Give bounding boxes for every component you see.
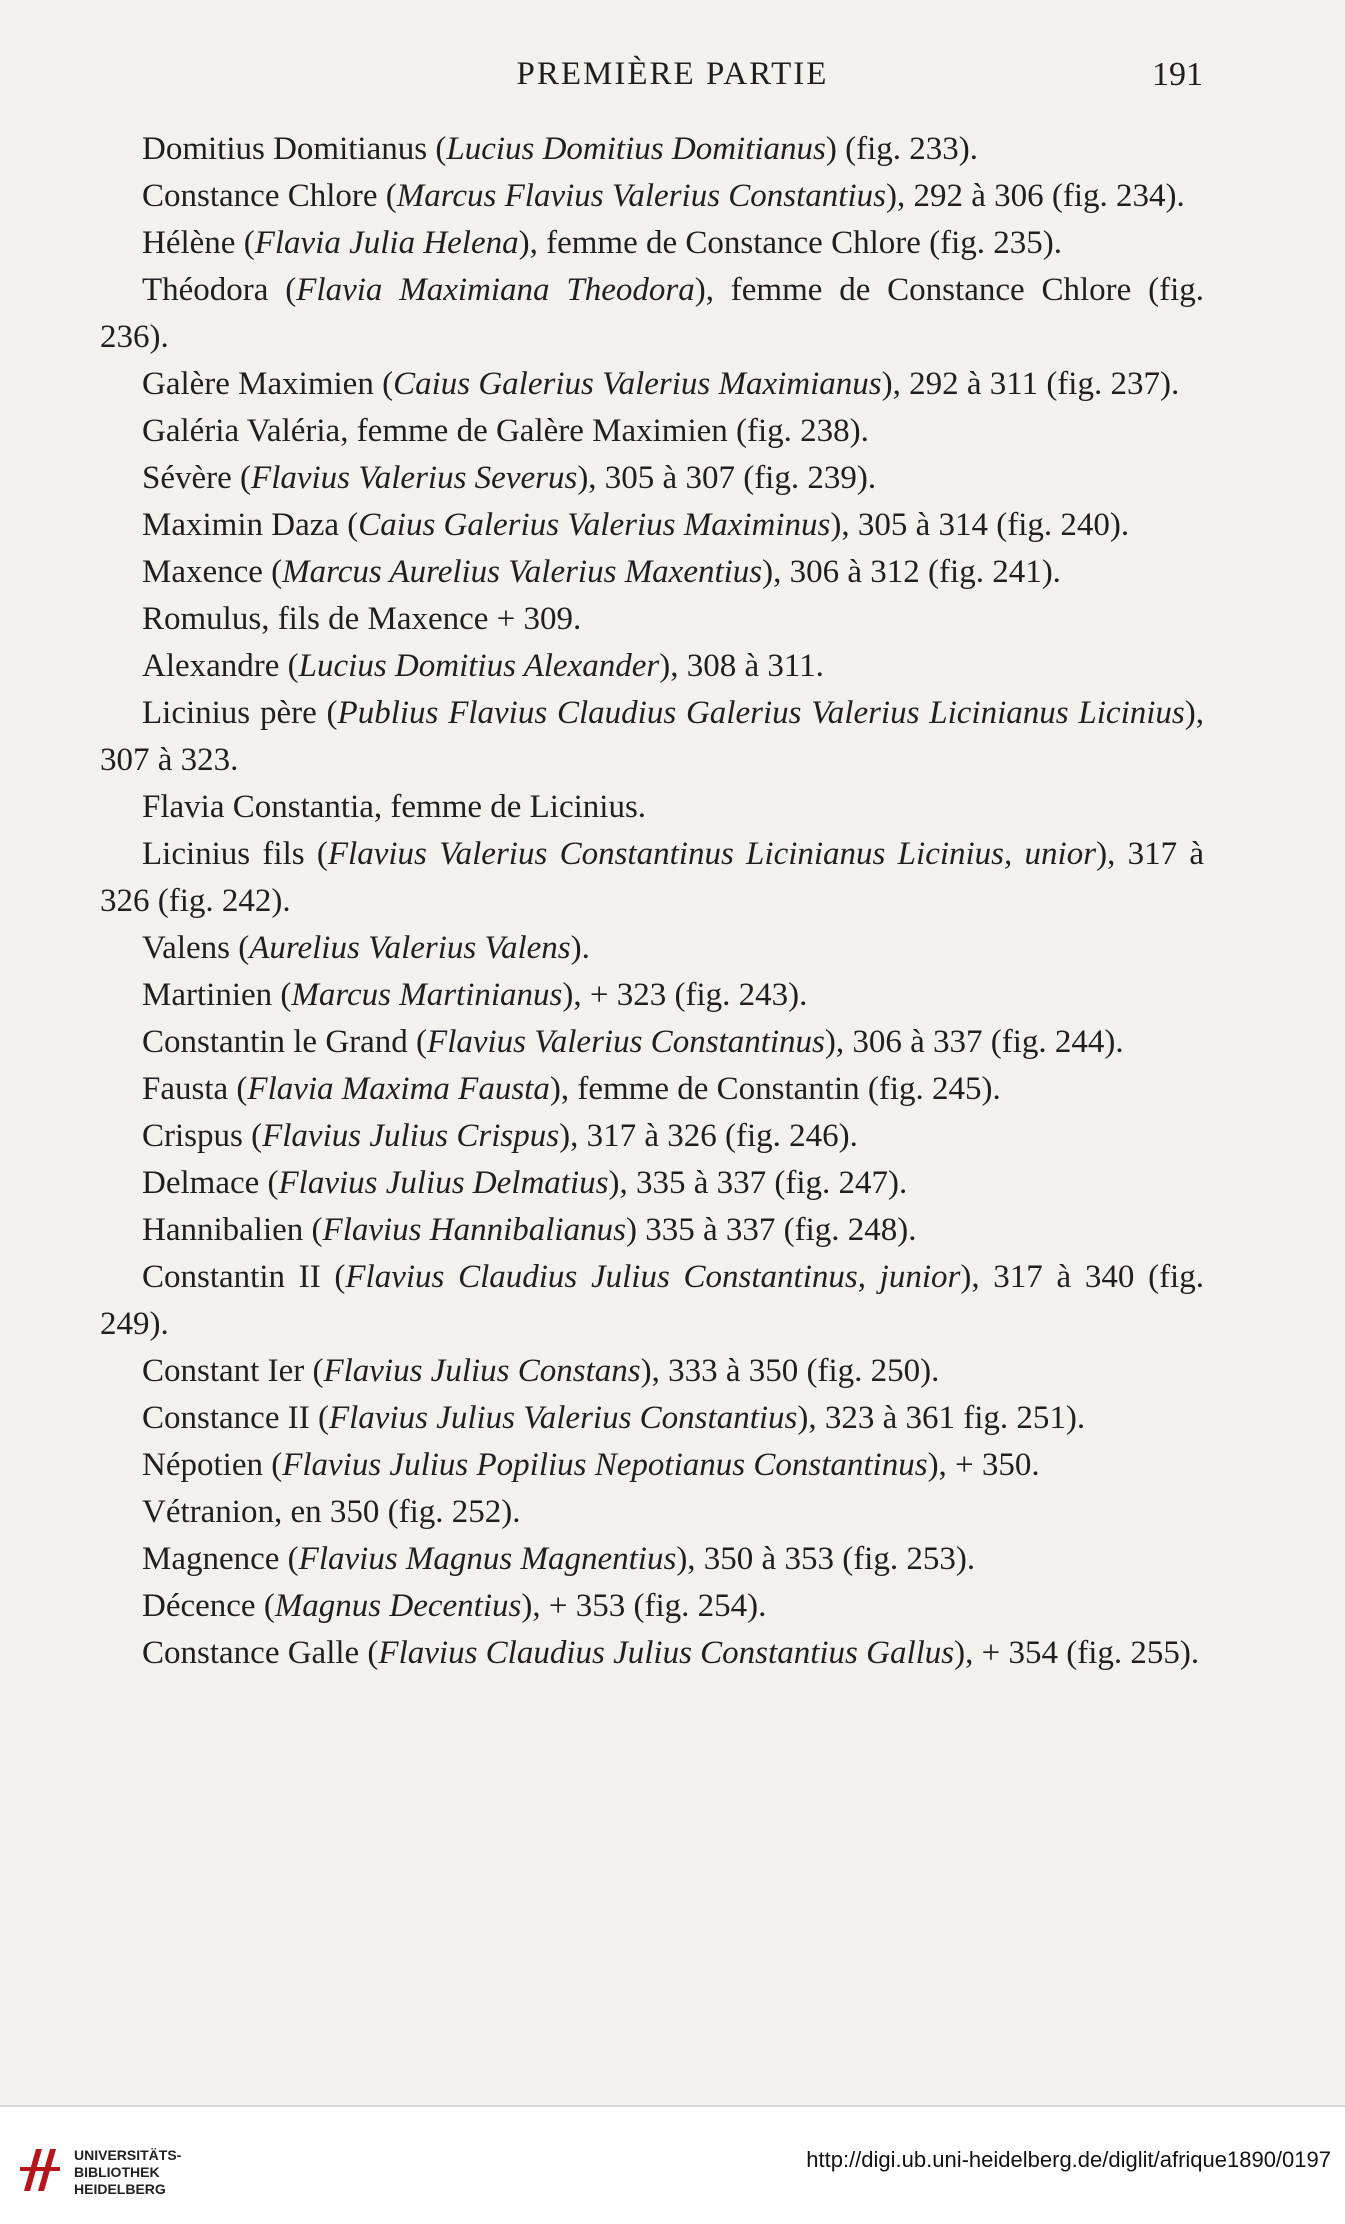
entry-line (100, 1160, 1204, 1207)
entry-latin-name: Flavius Julius Constans (323, 1353, 641, 1389)
entry-name: Vétranion, en 350 (fig. 252). (142, 1494, 521, 1530)
entry-name: Martinien ( (142, 977, 292, 1013)
entry-line (100, 784, 1204, 831)
entry-latin-name: Caius Galerius Valerius Maximianus (393, 366, 882, 402)
entry-latin-name: Flavius Magnus Magnentius (298, 1541, 677, 1577)
entry-name: Valens ( (142, 930, 250, 966)
entry-details: ), + 354 (fig. 255). (954, 1635, 1200, 1671)
entry-line (100, 1207, 1204, 1254)
entry-details: ) 335 à 337 (fig. 248). (625, 1212, 917, 1248)
entry-details: ), 305 à 314 (fig. 240). (830, 507, 1130, 543)
entry-details: ). (570, 930, 590, 966)
entry-name: Licinius père ( (142, 695, 338, 731)
entry-latin-name: Flavius Valerius Constantinus (427, 1024, 825, 1060)
entry-name: Sévère ( (142, 460, 252, 496)
entry-name: Décence ( (142, 1588, 275, 1624)
running-header (0, 56, 1345, 106)
entry-latin-name: Lucius Domitius Alexander (298, 648, 660, 684)
entry-line (100, 455, 1204, 502)
entry-line (100, 1489, 1204, 1536)
entry-latin-name: Flavia Julia Helena (254, 225, 519, 261)
entry-latin-name: Flavia Maxima Fausta (247, 1071, 550, 1107)
logo-line-2: BIBLIOTHEK (74, 2164, 160, 2180)
entry-latin-name: Publius Flavius Claudius Galerius Valerius Licinianus Licinius (337, 695, 1185, 731)
entry-details: ), 333 à 350 (fig. 250). (640, 1353, 940, 1389)
entry-name: Constance Chlore ( (142, 178, 397, 214)
entry-latin-name: Aurelius Valerius Valens (249, 930, 571, 966)
entry-line (100, 220, 1204, 267)
entry-line (100, 502, 1204, 549)
entry-name: Hélène ( (142, 225, 255, 261)
entry-line (100, 126, 1204, 173)
entry-latin-name: Flavius Julius Popilius Nepotianus Constantinus (282, 1447, 928, 1483)
entry-details: ), + 353 (fig. 254). (521, 1588, 767, 1624)
entry-line (100, 549, 1204, 596)
entry-latin-name: Marcus Martinianus (291, 977, 563, 1013)
entry-latin-name: Flavius Hannibalianus (322, 1212, 626, 1248)
entry-details: ), + 323 (fig. 243). (562, 977, 808, 1013)
entry-details: ), femme de Constance Chlore (fig. 235). (518, 225, 1063, 261)
entry-details: ), 317 à 326 (fig. 246). (559, 1118, 858, 1154)
entry-details: ), 317 à 340 (fig. 249). (100, 1259, 1204, 1342)
entry-name: Domitius Domitianus ( (142, 131, 447, 167)
entry-name: Théodora ( (142, 272, 297, 308)
entry-line (100, 1536, 1204, 1583)
entry-name: Constance II ( (142, 1400, 329, 1436)
entry-name: Constantin II ( (142, 1259, 346, 1295)
entry-name: Galéria Valéria, femme de Galère Maximien (fig. 238). (142, 413, 869, 449)
entry-latin-name: Flavius Valerius Severus (251, 460, 578, 496)
entry-latin-name: Marcus Aurelius Valerius Maxentius (282, 554, 763, 590)
entry-details: ) (fig. 233). (825, 131, 979, 167)
entry-latin-name: Marcus Flavius Valerius Constantius (396, 178, 886, 214)
logo-line-3: HEIDELBERG (74, 2181, 166, 2197)
entry-latin-name: Flavius Julius Valerius Constantius (328, 1400, 798, 1436)
entry-list (100, 126, 1204, 1677)
entry-name: Delmace ( (142, 1165, 279, 1201)
entry-details: ), femme de Constance Chlore (fig. 236). (100, 272, 1204, 355)
entry-name: Hannibalien ( (142, 1212, 323, 1248)
logo-line-1: UNIVERSITÄTS- (74, 2147, 182, 2163)
entry-line (100, 643, 1204, 690)
entry-name: Alexandre ( (142, 648, 299, 684)
page-number: 191 (1152, 56, 1203, 93)
entry-line (100, 361, 1204, 408)
entry-line (100, 690, 1204, 784)
entry-name: Crispus ( (142, 1118, 263, 1154)
entry-name: Magnence ( (142, 1541, 299, 1577)
entry-latin-name: Caius Galerius Valerius Maximinus (358, 507, 831, 543)
entry-details: ), 317 à 326 (fig. 242). (100, 836, 1205, 919)
entry-name: Maximin Daza ( (142, 507, 359, 543)
entry-name: Constance Galle ( (142, 1635, 379, 1671)
entry-line (100, 972, 1204, 1019)
entry-name: Constant Ier ( (142, 1353, 324, 1389)
entry-name: Constantin le Grand ( (142, 1024, 428, 1060)
entry-line (100, 831, 1204, 925)
entry-name: Fausta ( (142, 1071, 248, 1107)
entry-latin-name: Flavius Claudius Julius Constantinus, junior (345, 1259, 961, 1295)
entry-details: ), femme de Constantin (fig. 245). (549, 1071, 1001, 1107)
entry-details: ), 306 à 312 (fig. 241). (762, 554, 1061, 590)
entry-line (100, 1442, 1204, 1489)
entry-name: Maxence ( (142, 554, 283, 590)
entry-name: Galère Maximien ( (142, 366, 394, 402)
entry-line (100, 1113, 1204, 1160)
entry-line (100, 1066, 1204, 1113)
entry-name: Romulus, fils de Maxence + 309. (142, 601, 582, 637)
running-title: PREMIÈRE PARTIE (516, 56, 829, 92)
entry-line (100, 925, 1204, 972)
library-logo (14, 2139, 214, 2209)
entry-details: ), + 350. (927, 1447, 1040, 1483)
entry-line (100, 1348, 1204, 1395)
entry-details: ), 308 à 311. (659, 648, 824, 684)
entry-details: ), 306 à 337 (fig. 244). (824, 1024, 1124, 1060)
entry-line (100, 1395, 1204, 1442)
entry-line (100, 1583, 1204, 1630)
entry-line (100, 596, 1204, 643)
entry-latin-name: Flavius Claudius Julius Constantius Gallus (378, 1635, 955, 1671)
entry-details: ), 350 à 353 (fig. 253). (676, 1541, 976, 1577)
entry-line (100, 267, 1204, 361)
footer-bar (0, 2105, 1345, 2224)
entry-details: ), 307 à 323. (100, 695, 1204, 778)
entry-name: Népotien ( (142, 1447, 283, 1483)
entry-latin-name: Flavius Valerius Constantinus Licinianus Licinius, unior (327, 836, 1097, 872)
entry-latin-name: Lucius Domitius Domitianus (446, 131, 826, 167)
entry-details: ), 305 à 307 (fig. 239). (577, 460, 877, 496)
entry-line (100, 173, 1204, 220)
entry-details: ), 292 à 306 (fig. 234). (885, 178, 1185, 214)
entry-name: Licinius fils ( (142, 836, 328, 872)
entry-latin-name: Flavius Julius Crispus (262, 1118, 560, 1154)
entry-details: ), 292 à 311 (fig. 237). (881, 366, 1180, 402)
entry-line (100, 1254, 1204, 1348)
seal-icon (14, 2139, 66, 2199)
source-url[interactable]: http://digi.ub.uni-heidelberg.de/diglit/afrique1890/0197 (806, 2147, 1331, 2172)
entry-latin-name: Flavius Julius Delmatius (278, 1165, 609, 1201)
entry-details: ), 335 à 337 (fig. 247). (608, 1165, 908, 1201)
entry-latin-name: Flavia Maximiana Theodora (296, 272, 695, 308)
entry-line (100, 1019, 1204, 1066)
entry-details: ), 323 à 361 fig. 251). (797, 1400, 1086, 1436)
entry-line (100, 408, 1204, 455)
entry-line (100, 1630, 1204, 1677)
entry-latin-name: Magnus Decentius (274, 1588, 522, 1624)
entry-name: Flavia Constantia, femme de Licinius. (142, 789, 647, 825)
